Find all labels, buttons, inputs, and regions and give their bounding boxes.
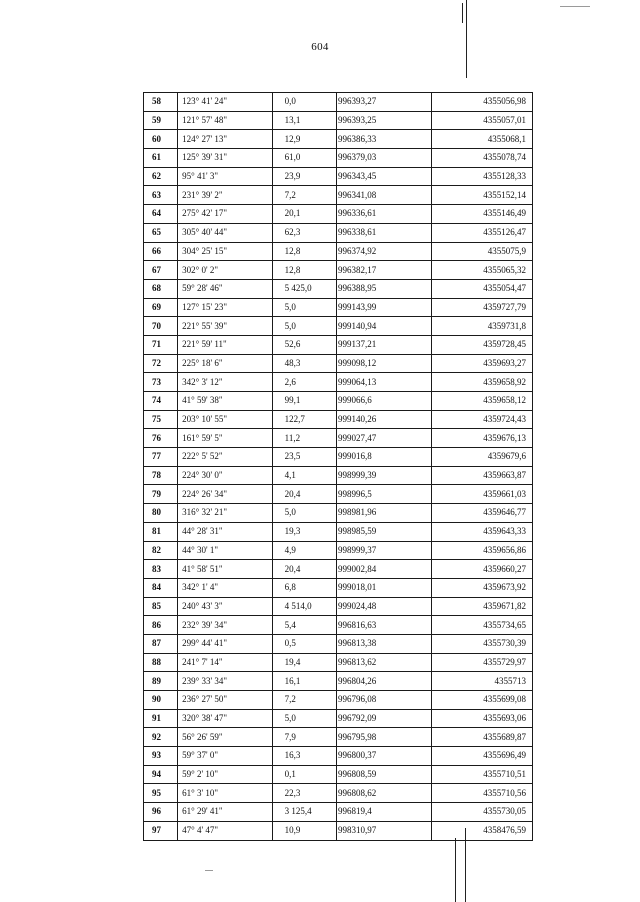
point-number-cell: 72 (144, 354, 178, 373)
scan-artifact-line (466, 0, 467, 78)
y-coordinate-cell: 4355730,05 (432, 803, 533, 822)
point-number-cell: 76 (144, 429, 178, 448)
x-coordinate-cell: 996336,61 (336, 205, 431, 224)
table-row (144, 765, 533, 784)
length-cell: 62,3 (272, 223, 336, 242)
length-cell: 48,3 (272, 354, 336, 373)
table-row (144, 485, 533, 504)
table-row (144, 261, 533, 280)
x-coordinate-cell: 996808,62 (336, 784, 431, 803)
x-coordinate-cell: 999140,26 (336, 410, 431, 429)
table-row (144, 560, 533, 579)
y-coordinate-cell: 4355713 (432, 672, 533, 691)
angle-cell: 121° 57' 48" (178, 111, 272, 130)
point-number-cell: 61 (144, 149, 178, 168)
y-coordinate-cell: 4359660,27 (432, 560, 533, 579)
x-coordinate-cell: 999002,84 (336, 560, 431, 579)
length-cell: 5,0 (272, 317, 336, 336)
y-coordinate-cell: 4359671,82 (432, 597, 533, 616)
angle-cell: 41° 58' 51" (178, 560, 272, 579)
angle-cell: 161° 59' 5" (178, 429, 272, 448)
table-row (144, 784, 533, 803)
table-row (144, 298, 533, 317)
length-cell: 20,1 (272, 205, 336, 224)
x-coordinate-cell: 996341,08 (336, 186, 431, 205)
length-cell: 19,3 (272, 522, 336, 541)
x-coordinate-cell: 998999,39 (336, 466, 431, 485)
x-coordinate-cell: 999137,21 (336, 335, 431, 354)
y-coordinate-cell: 4355078,74 (432, 149, 533, 168)
point-number-cell: 86 (144, 616, 178, 635)
y-coordinate-cell: 4359693,27 (432, 354, 533, 373)
point-number-cell: 81 (144, 522, 178, 541)
x-coordinate-cell: 996379,03 (336, 149, 431, 168)
angle-cell: 56° 26' 59" (178, 728, 272, 747)
y-coordinate-cell: 4355699,08 (432, 691, 533, 710)
x-coordinate-cell: 996816,63 (336, 616, 431, 635)
length-cell: 12,9 (272, 130, 336, 149)
point-number-cell: 78 (144, 466, 178, 485)
angle-cell: 316° 32' 21" (178, 504, 272, 523)
x-coordinate-cell: 996813,62 (336, 653, 431, 672)
y-coordinate-cell: 4355696,49 (432, 747, 533, 766)
angle-cell: 239° 33' 34" (178, 672, 272, 691)
length-cell: 5 425,0 (272, 279, 336, 298)
table-row (144, 186, 533, 205)
length-cell: 16,1 (272, 672, 336, 691)
point-number-cell: 64 (144, 205, 178, 224)
point-number-cell: 90 (144, 691, 178, 710)
point-number-cell: 73 (144, 373, 178, 392)
angle-cell: 236° 27' 50" (178, 691, 272, 710)
length-cell: 6,8 (272, 578, 336, 597)
length-cell: 5,0 (272, 298, 336, 317)
x-coordinate-cell: 999140,94 (336, 317, 431, 336)
length-cell: 19,4 (272, 653, 336, 672)
table-row (144, 672, 533, 691)
y-coordinate-cell: 4359658,92 (432, 373, 533, 392)
x-coordinate-cell: 998999,37 (336, 541, 431, 560)
angle-cell: 342° 1' 4" (178, 578, 272, 597)
y-coordinate-cell: 4359661,03 (432, 485, 533, 504)
table-row (144, 747, 533, 766)
y-coordinate-cell: 4359656,86 (432, 541, 533, 560)
table-row (144, 111, 533, 130)
length-cell: 3 125,4 (272, 803, 336, 822)
x-coordinate-cell: 996804,26 (336, 672, 431, 691)
y-coordinate-cell: 4358476,59 (432, 821, 533, 840)
length-cell: 11,2 (272, 429, 336, 448)
point-number-cell: 93 (144, 747, 178, 766)
point-number-cell: 80 (144, 504, 178, 523)
x-coordinate-cell: 998985,59 (336, 522, 431, 541)
point-number-cell: 62 (144, 167, 178, 186)
table-row (144, 392, 533, 411)
length-cell: 7,9 (272, 728, 336, 747)
angle-cell: 224° 30' 0" (178, 466, 272, 485)
angle-cell: 221° 55' 39" (178, 317, 272, 336)
length-cell: 0,0 (272, 93, 336, 112)
length-cell: 4,1 (272, 466, 336, 485)
angle-cell: 305° 40' 44" (178, 223, 272, 242)
table-row (144, 335, 533, 354)
table-row (144, 167, 533, 186)
coordinates-table (143, 92, 533, 841)
point-number-cell: 68 (144, 279, 178, 298)
y-coordinate-cell: 4359658,12 (432, 392, 533, 411)
x-coordinate-cell: 999064,13 (336, 373, 431, 392)
y-coordinate-cell: 4359728,45 (432, 335, 533, 354)
length-cell: 7,2 (272, 691, 336, 710)
y-coordinate-cell: 4355693,06 (432, 709, 533, 728)
length-cell: 5,0 (272, 709, 336, 728)
x-coordinate-cell: 996796,08 (336, 691, 431, 710)
x-coordinate-cell: 996382,17 (336, 261, 431, 280)
y-coordinate-cell: 4355068,1 (432, 130, 533, 149)
point-number-cell: 69 (144, 298, 178, 317)
point-number-cell: 85 (144, 597, 178, 616)
point-number-cell: 88 (144, 653, 178, 672)
x-coordinate-cell: 996819,4 (336, 803, 431, 822)
x-coordinate-cell: 998996,5 (336, 485, 431, 504)
x-coordinate-cell: 996800,37 (336, 747, 431, 766)
point-number-cell: 66 (144, 242, 178, 261)
angle-cell: 61° 29' 41" (178, 803, 272, 822)
table-row (144, 803, 533, 822)
x-coordinate-cell: 998981,96 (336, 504, 431, 523)
table-row (144, 373, 533, 392)
x-coordinate-cell: 996386,33 (336, 130, 431, 149)
point-number-cell: 94 (144, 765, 178, 784)
length-cell: 4,9 (272, 541, 336, 560)
x-coordinate-cell: 999027,47 (336, 429, 431, 448)
table-row (144, 317, 533, 336)
y-coordinate-cell: 4359673,92 (432, 578, 533, 597)
y-coordinate-cell: 4355689,87 (432, 728, 533, 747)
angle-cell: 127° 15' 23" (178, 298, 272, 317)
angle-cell: 225° 18' 6" (178, 354, 272, 373)
table-row (144, 223, 533, 242)
x-coordinate-cell: 996338,61 (336, 223, 431, 242)
y-coordinate-cell: 4359643,33 (432, 522, 533, 541)
y-coordinate-cell: 4359731,8 (432, 317, 533, 336)
table-row (144, 149, 533, 168)
length-cell: 10,9 (272, 821, 336, 840)
table-row (144, 653, 533, 672)
angle-cell: 61° 3' 10" (178, 784, 272, 803)
angle-cell: 240° 43' 3" (178, 597, 272, 616)
x-coordinate-cell: 996343,45 (336, 167, 431, 186)
y-coordinate-cell: 4355710,56 (432, 784, 533, 803)
point-number-cell: 67 (144, 261, 178, 280)
length-cell: 23,9 (272, 167, 336, 186)
coordinates-table-wrapper (143, 92, 533, 841)
table-row (144, 504, 533, 523)
table-row (144, 541, 533, 560)
page-number: 604 (311, 41, 329, 53)
length-cell: 20,4 (272, 485, 336, 504)
table-row (144, 354, 533, 373)
length-cell: 2,6 (272, 373, 336, 392)
length-cell: 13,1 (272, 111, 336, 130)
x-coordinate-cell: 999098,12 (336, 354, 431, 373)
x-coordinate-cell: 999066,6 (336, 392, 431, 411)
y-coordinate-cell: 4359663,87 (432, 466, 533, 485)
length-cell: 61,0 (272, 149, 336, 168)
angle-cell: 222° 5' 52" (178, 448, 272, 467)
x-coordinate-cell: 996808,59 (336, 765, 431, 784)
point-number-cell: 60 (144, 130, 178, 149)
angle-cell: 125° 39' 31" (178, 149, 272, 168)
y-coordinate-cell: 4359676,13 (432, 429, 533, 448)
y-coordinate-cell: 4359724,43 (432, 410, 533, 429)
point-number-cell: 97 (144, 821, 178, 840)
y-coordinate-cell: 4355126,47 (432, 223, 533, 242)
y-coordinate-cell: 4355065,32 (432, 261, 533, 280)
length-cell: 12,8 (272, 261, 336, 280)
table-row (144, 242, 533, 261)
table-row (144, 634, 533, 653)
angle-cell: 302° 0' 2" (178, 261, 272, 280)
point-number-cell: 58 (144, 93, 178, 112)
angle-cell: 203° 10' 55" (178, 410, 272, 429)
angle-cell: 275° 42' 17" (178, 205, 272, 224)
table-row (144, 130, 533, 149)
point-number-cell: 77 (144, 448, 178, 467)
point-number-cell: 96 (144, 803, 178, 822)
y-coordinate-cell: 4355056,98 (432, 93, 533, 112)
point-number-cell: 95 (144, 784, 178, 803)
x-coordinate-cell: 996388,95 (336, 279, 431, 298)
coordinates-table-body (144, 93, 533, 841)
point-number-cell: 59 (144, 111, 178, 130)
table-row (144, 728, 533, 747)
x-coordinate-cell: 999016,8 (336, 448, 431, 467)
point-number-cell: 87 (144, 634, 178, 653)
scan-artifact-line (455, 838, 456, 902)
y-coordinate-cell: 4355057,01 (432, 111, 533, 130)
point-number-cell: 63 (144, 186, 178, 205)
length-cell: 0,5 (272, 634, 336, 653)
table-row (144, 709, 533, 728)
length-cell: 5,0 (272, 504, 336, 523)
table-row (144, 597, 533, 616)
scan-artifact-line (462, 3, 463, 23)
y-coordinate-cell: 4355710,51 (432, 765, 533, 784)
x-coordinate-cell: 998310,97 (336, 821, 431, 840)
x-coordinate-cell: 999024,48 (336, 597, 431, 616)
length-cell: 20,4 (272, 560, 336, 579)
length-cell: 52,6 (272, 335, 336, 354)
angle-cell: 47° 4' 47" (178, 821, 272, 840)
point-number-cell: 84 (144, 578, 178, 597)
angle-cell: 320° 38' 47" (178, 709, 272, 728)
table-row (144, 429, 533, 448)
table-row (144, 93, 533, 112)
table-row (144, 821, 533, 840)
x-coordinate-cell: 996792,09 (336, 709, 431, 728)
length-cell: 99,1 (272, 392, 336, 411)
y-coordinate-cell: 4355075,9 (432, 242, 533, 261)
y-coordinate-cell: 4355734,65 (432, 616, 533, 635)
table-row (144, 466, 533, 485)
table-row (144, 410, 533, 429)
point-number-cell: 74 (144, 392, 178, 411)
angle-cell: 342° 3' 12" (178, 373, 272, 392)
x-coordinate-cell: 996393,25 (336, 111, 431, 130)
length-cell: 4 514,0 (272, 597, 336, 616)
point-number-cell: 91 (144, 709, 178, 728)
point-number-cell: 82 (144, 541, 178, 560)
angle-cell: 124° 27' 13" (178, 130, 272, 149)
angle-cell: 59° 37' 0" (178, 747, 272, 766)
table-row (144, 522, 533, 541)
y-coordinate-cell: 4355730,39 (432, 634, 533, 653)
table-row (144, 691, 533, 710)
length-cell: 16,3 (272, 747, 336, 766)
point-number-cell: 79 (144, 485, 178, 504)
point-number-cell: 83 (144, 560, 178, 579)
table-row (144, 279, 533, 298)
y-coordinate-cell: 4355054,47 (432, 279, 533, 298)
angle-cell: 59° 2' 10" (178, 765, 272, 784)
x-coordinate-cell: 999018,01 (336, 578, 431, 597)
length-cell: 7,2 (272, 186, 336, 205)
angle-cell: 231° 39' 2" (178, 186, 272, 205)
angle-cell: 123° 41' 24" (178, 93, 272, 112)
y-coordinate-cell: 4355152,14 (432, 186, 533, 205)
table-row (144, 205, 533, 224)
angle-cell: 95° 41' 3" (178, 167, 272, 186)
point-number-cell: 89 (144, 672, 178, 691)
scan-speck (560, 6, 590, 7)
y-coordinate-cell: 4355128,33 (432, 167, 533, 186)
point-number-cell: 71 (144, 335, 178, 354)
x-coordinate-cell: 996813,38 (336, 634, 431, 653)
angle-cell: 44° 30' 1" (178, 541, 272, 560)
length-cell: 23,5 (272, 448, 336, 467)
point-number-cell: 70 (144, 317, 178, 336)
scan-speck (205, 870, 213, 871)
angle-cell: 221° 59' 11" (178, 335, 272, 354)
table-row (144, 616, 533, 635)
angle-cell: 224° 26' 34" (178, 485, 272, 504)
x-coordinate-cell: 996795,98 (336, 728, 431, 747)
y-coordinate-cell: 4359646,77 (432, 504, 533, 523)
length-cell: 12,8 (272, 242, 336, 261)
point-number-cell: 65 (144, 223, 178, 242)
y-coordinate-cell: 4359727,79 (432, 298, 533, 317)
angle-cell: 59° 28' 46" (178, 279, 272, 298)
y-coordinate-cell: 4355729,97 (432, 653, 533, 672)
x-coordinate-cell: 996393,27 (336, 93, 431, 112)
angle-cell: 241° 7' 14" (178, 653, 272, 672)
table-row (144, 448, 533, 467)
y-coordinate-cell: 4359679,6 (432, 448, 533, 467)
table-row (144, 578, 533, 597)
point-number-cell: 92 (144, 728, 178, 747)
length-cell: 5,4 (272, 616, 336, 635)
angle-cell: 44° 28' 31" (178, 522, 272, 541)
angle-cell: 299° 44' 41" (178, 634, 272, 653)
angle-cell: 304° 25' 15" (178, 242, 272, 261)
angle-cell: 41° 59' 38" (178, 392, 272, 411)
y-coordinate-cell: 4355146,49 (432, 205, 533, 224)
length-cell: 0,1 (272, 765, 336, 784)
angle-cell: 232° 39' 34" (178, 616, 272, 635)
x-coordinate-cell: 999143,99 (336, 298, 431, 317)
x-coordinate-cell: 996374,92 (336, 242, 431, 261)
point-number-cell: 75 (144, 410, 178, 429)
length-cell: 122,7 (272, 410, 336, 429)
length-cell: 22,3 (272, 784, 336, 803)
